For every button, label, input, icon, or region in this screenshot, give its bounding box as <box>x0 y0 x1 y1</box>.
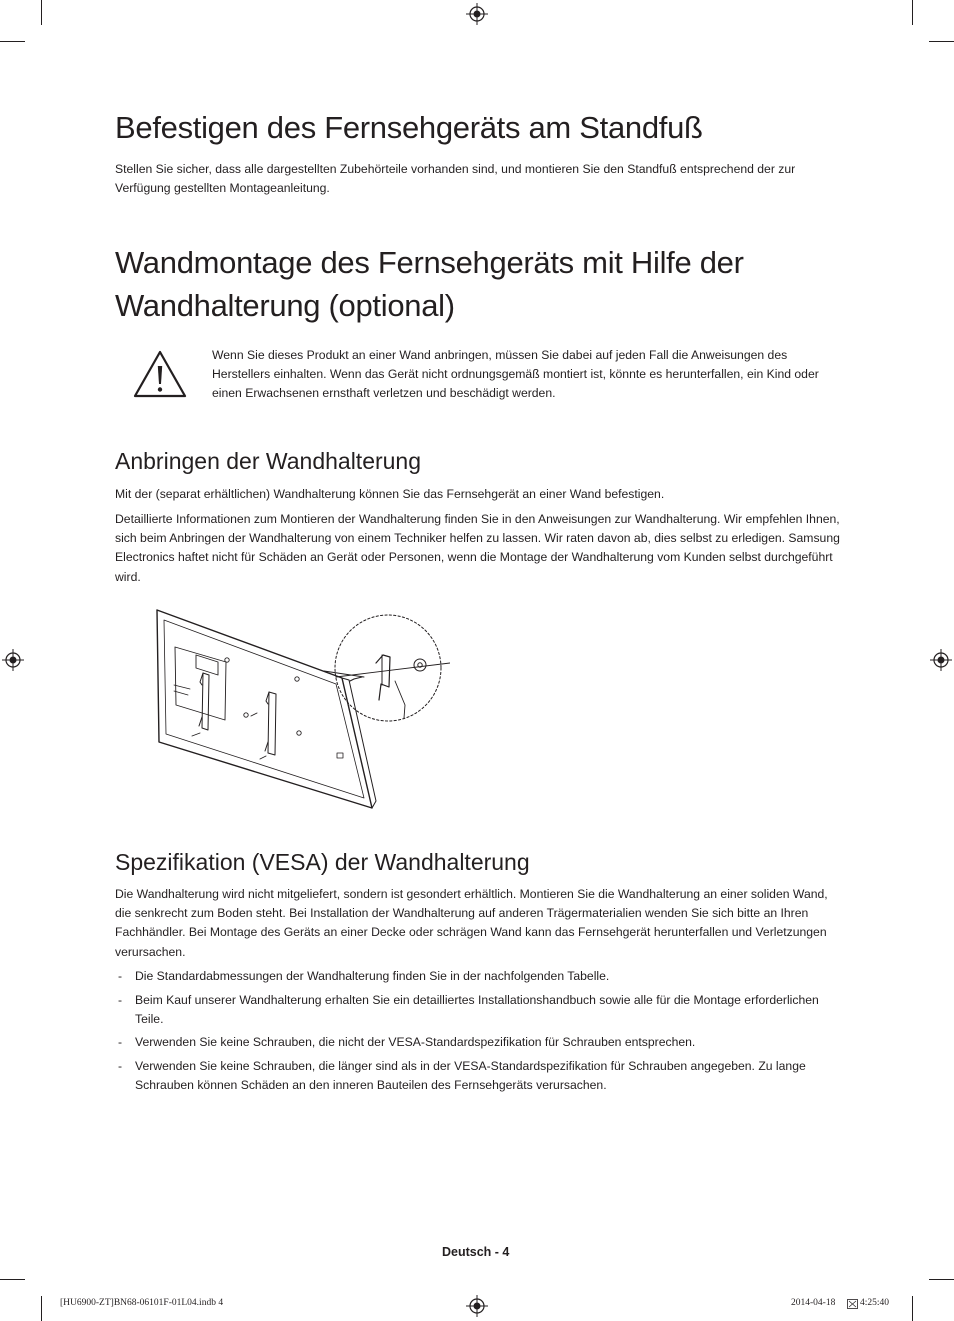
vesa-spec-notes <box>115 967 843 1100</box>
list-item-text: Beim Kauf unserer Wandhalterung erhalten Sie ein detailliertes Installationshandbuch sowie alle für die Montage erforderlichen Teile. <box>135 992 819 1026</box>
stand-mounting-text: Stellen Sie sicher, dass alle dargestellten Zubehörteile vorhanden sind, und montieren Sie den Standfuß entsprechend der zur Verfügung gestellten Montageanleitung. <box>115 162 796 196</box>
crop-mark <box>0 41 25 42</box>
crop-mark <box>41 0 42 25</box>
registration-mark-icon <box>2 649 24 671</box>
heading-wall-mounting-line2: Wandhalterung (optional) <box>115 288 455 323</box>
heading-stand-mounting: Befestigen des Fernsehgeräts am Standfuß <box>115 110 703 145</box>
bullet-dash: - <box>118 1035 123 1050</box>
list-item-text: Die Standardabmessungen der Wandhalterung finden Sie in der nachfolgenden Tabelle. <box>135 969 610 983</box>
attach-wall-mount-intro: Mit der (separat erhältlichen) Wandhalterung können Sie das Fernsehgerät an einer Wand befestigen. <box>115 487 665 501</box>
bullet-dash: - <box>118 1058 123 1073</box>
crop-mark <box>41 1296 42 1321</box>
crop-mark <box>929 1279 954 1280</box>
crop-mark <box>912 1296 913 1321</box>
bullet-dash: - <box>118 992 123 1007</box>
list-item <box>115 1033 843 1052</box>
crop-mark <box>912 0 913 25</box>
wall-mount-illustration <box>150 605 450 811</box>
heading-vesa-spec: Spezifikation (VESA) der Wandhalterung <box>115 849 530 875</box>
page-number: Deutsch - 4 <box>442 1245 510 1259</box>
heading-attach-wall-mount: Anbringen der Wandhalterung <box>115 448 422 474</box>
crop-mark <box>929 41 954 42</box>
list-item-text: Verwenden Sie keine Schrauben, die nicht der VESA-Standardspezifikation für Schrauben entsprechen. <box>135 1035 696 1050</box>
file-info: [HU6900-ZT]BN68-06101F-01L04.indb 4 <box>60 1298 224 1308</box>
warning-triangle-icon <box>132 349 188 400</box>
list-item <box>115 967 843 986</box>
list-item <box>115 1057 843 1095</box>
registration-mark-icon <box>930 649 952 671</box>
attach-wall-mount-details: Detaillierte Informationen zum Montieren der Wandhalterung finden Sie in den Anweisungen zur Wandhalterung. Wir empfehlen Ihnen, sich beim Anbringen der Wandhalterung von einem Techniker helfen zu lassen. Wir raten davon ab, dies selbst zu erledigen. Samsung Electronics haftet nicht für Schäden an Gerät oder Personen, wenn die Montage der Wandhalterung vom Kunden selbst durchgeführt wird. <box>115 512 840 584</box>
vesa-spec-text: Die Wandhalterung wird nicht mitgeliefert, sondern ist gesondert erhältlich. Montieren Sie die Wandhalterung an einer soliden Wand, die senkrecht zum Boden steht. Bei Installation der Wandhalterung auf anderen Trägermaterialien wenden Sie sich bitte an Ihren Fachhändler. Bei Montage des Geräts an einer Decke oder schrägen Wand kann das Fernsehgerät herunterfallen und Verletzungen verursachen. <box>115 887 828 959</box>
bullet-dash: - <box>118 969 123 983</box>
heading-wall-mounting-line1: Wandmontage des Fernsehgeräts mit Hilfe der <box>115 245 744 280</box>
list-item <box>115 991 843 1029</box>
crop-mark <box>0 1279 25 1280</box>
wall-mount-warning-text: Wenn Sie dieses Produkt an einer Wand anbringen, müssen Sie dabei auf jeden Fall die Anweisungen des Herstellers einhalten. Wenn das Gerät nicht ordnungsgemäß montiert ist, könnte es herunterfallen, ein Kind oder einen Erwachsenen ernsthaft verletzen und beschädigt werden. <box>212 348 819 401</box>
print-time: 4:25:40 <box>860 1298 890 1308</box>
list-item-text: Verwenden Sie keine Schrauben, die länger sind als in der VESA-Standardspezifikation für Schrauben angegeben. Zu lange Schrauben können Schäden an den inneren Bauteilen des Fernsehgeräts verursachen. <box>135 1058 806 1093</box>
print-date: 2014-04-18 <box>791 1298 836 1308</box>
registration-mark-icon <box>466 3 488 25</box>
registration-mark-icon <box>466 1295 488 1317</box>
clock-symbol-icon <box>847 1299 858 1309</box>
